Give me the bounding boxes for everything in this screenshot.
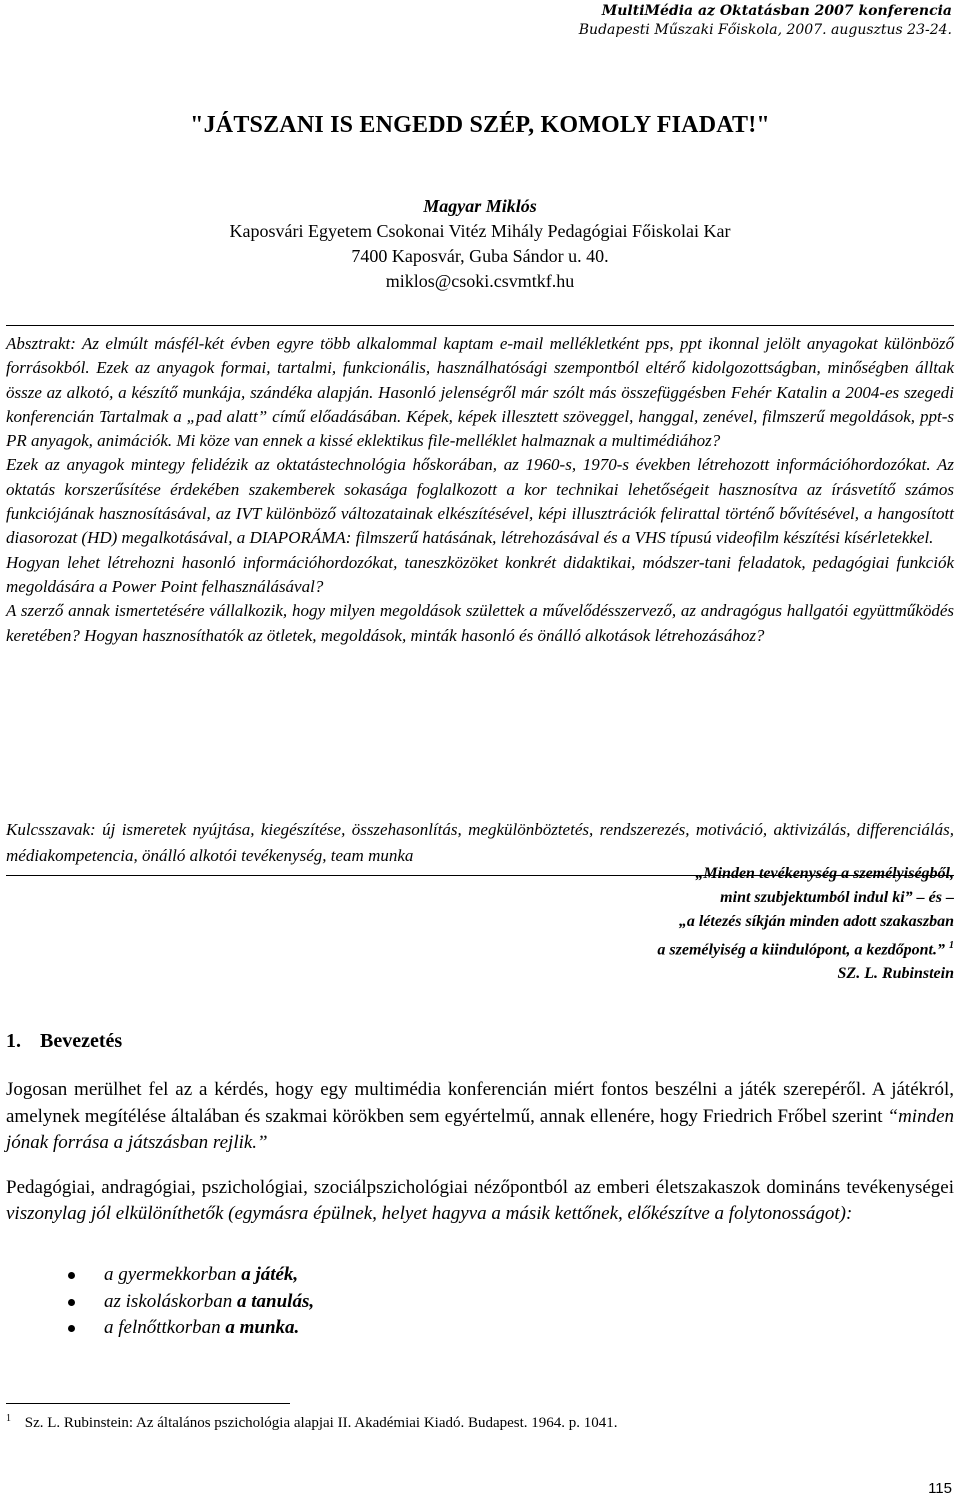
page-number: 115 bbox=[928, 1480, 952, 1497]
conference-header bbox=[579, 2, 952, 40]
quote-line: „a létezés síkján minden adott szakaszban bbox=[678, 913, 954, 930]
abstract-paragraph: Absztrakt: Az elmúlt másfél-két évben egyre több alkalommal kaptam e-mail mellékletként pps, ppt ikonnal jelölt anyagokat különböző forrásokból. Ezek az anyagok formai, tartalmi, funkcionális, használhatósági szempontból eltérő kidolgozottságban, minőségben álltak össze az alkotó, a készítő munkája, szándéka alapján. Hasonló jelenségről már szólt más összefüggésben Fehér Katalin a 2004-es szegedi konferencián Tartalmak a „pad alatt” című előadásában. Képek, képek illesztett szöveggel, hanggal, zenével, filmszerű megoldások, ppt-s PR anyagok, animációk. Mi köze van ennek a kissé eklektikus file-melléklet halmaznak a multimédiához? bbox=[6, 334, 954, 451]
bullet-icon bbox=[68, 1272, 75, 1279]
quote-line: a személyiség a kiindulópont, a kezdőpont.” $^1$ bbox=[657, 940, 954, 959]
list-item: a gyermekkorban a játék, bbox=[64, 1262, 314, 1289]
conference-venue: Budapesti Műszaki Főiskola, 2007. augusztus 23-24. bbox=[578, 22, 952, 38]
author-address: 7400 Kaposvár, Guba Sándor u. 40. bbox=[351, 246, 609, 266]
quote-author: SZ. L. Rubinstein bbox=[837, 965, 954, 983]
abstract-paragraph: Ezek az anyagok mintegy felidézik az oktatástechnológia hőskorában, az 1960-s, 1970-s években létrehozott információhordozókat. Az oktatás korszerűsítése érdekében szakemberek sokasága foglalkozott a kor technikai lehetőségeit hasznosítva az írásvetítő számos funkciójának hasznosításával, az IVT különböző változatainak elkészítésével, képi illusztrációk felirattal történő bővítésével, a hangosított diasorozat (HD) megalkotásával, a DIAPORÁMA: filmszerű hatásának, létrehozásával és a VHS típusú videofilm készítési kísérletekkel. bbox=[6, 455, 954, 548]
footnote-text: Sz. L. Rubinstein: Az általános pszichológia alapjai II. Akadémiai Kiadó. Budapest. 1964. p. 1041. bbox=[24, 1415, 618, 1431]
footnote-ref[interactable]: 1 bbox=[949, 940, 954, 951]
bullet-icon bbox=[68, 1299, 75, 1306]
section-title: Bevezetés bbox=[40, 1030, 123, 1052]
section-heading bbox=[6, 1030, 122, 1053]
body-text bbox=[6, 1077, 954, 1246]
quote-line: mint szubjektumból indul ki” – és – bbox=[720, 889, 954, 906]
author-name: Magyar Miklós bbox=[423, 196, 537, 216]
body-paragraph: Pedagógiai, andragógiai, pszichológiai, szociálpszichológiai nézőpontból az emberi életszakaszok domináns tevékenységei viszonylag jól elkülöníthetők (egymásra épülnek, helyet hagyva a másik kettőnek, előkészítve a folytonosságot): bbox=[6, 1176, 954, 1224]
abstract bbox=[6, 325, 954, 648]
conference-name: MultiMédia az Oktatásban 2007 konferencia bbox=[601, 3, 952, 19]
author-email[interactable]: miklos@csoki.csvmtkf.hu bbox=[385, 271, 575, 291]
abstract-paragraph: Hogyan lehet létrehozni hasonló információhordozókat, taneszközöket konkrét didaktikai, módszer-tani feladatok, pedagógiai funkciók megoldására a Power Point felhasználásával? bbox=[6, 552, 954, 596]
bullet-list bbox=[64, 1262, 314, 1342]
footnote-marker: 1 bbox=[6, 1413, 11, 1424]
epigraph-quote bbox=[454, 862, 954, 986]
author-affiliation: Kaposvári Egyetem Csokonai Vitéz Mihály Pedagógiai Főiskolai Kar bbox=[229, 221, 731, 241]
list-item: a felnőttkorban a munka. bbox=[64, 1315, 314, 1342]
paper-title: "JÁTSZANI IS ENGEDD SZÉP, KOMOLY FIADAT!" bbox=[190, 112, 770, 138]
quote-line: „Minden tevékenység a személyiségből, bbox=[695, 865, 954, 882]
list-item: az iskoláskorban a tanulás, bbox=[64, 1289, 314, 1316]
abstract-paragraph: A szerző annak ismertetésére vállalkozik, hogy milyen megoldások születtek a művelődésszervező, az andragógus hallgatói együttműködés keretében? Hogyan hasznosíthatók az ötletek, megoldások, minták hasonló és önálló alkotások létrehozásához? bbox=[6, 601, 954, 645]
bullet-icon bbox=[68, 1325, 75, 1332]
footnote-divider bbox=[6, 1403, 290, 1404]
section-number: 1. bbox=[6, 1030, 21, 1052]
author-block bbox=[0, 194, 960, 294]
footnote bbox=[6, 1413, 618, 1432]
body-paragraph: Jogosan merülhet fel az a kérdés, hogy egy multimédia konferencián miért fontos beszélni a játék szerepéről. A játékról, amelynek megítélése általában és szakmai körökben sem egyértelmű, annak ellenére, hogy Friedrich Frőbel szerint “minden jónak forrása a játszásban rejlik.” bbox=[6, 1079, 954, 1153]
keywords: Kulcsszavak: új ismeretek nyújtása, kiegészítése, összehasonlítás, megkülönböztetés, rendszerezés, motiváció, aktivizálás, differenciálás, médiakompetencia, önálló alkotói tevékenység, team munka bbox=[6, 817, 954, 876]
